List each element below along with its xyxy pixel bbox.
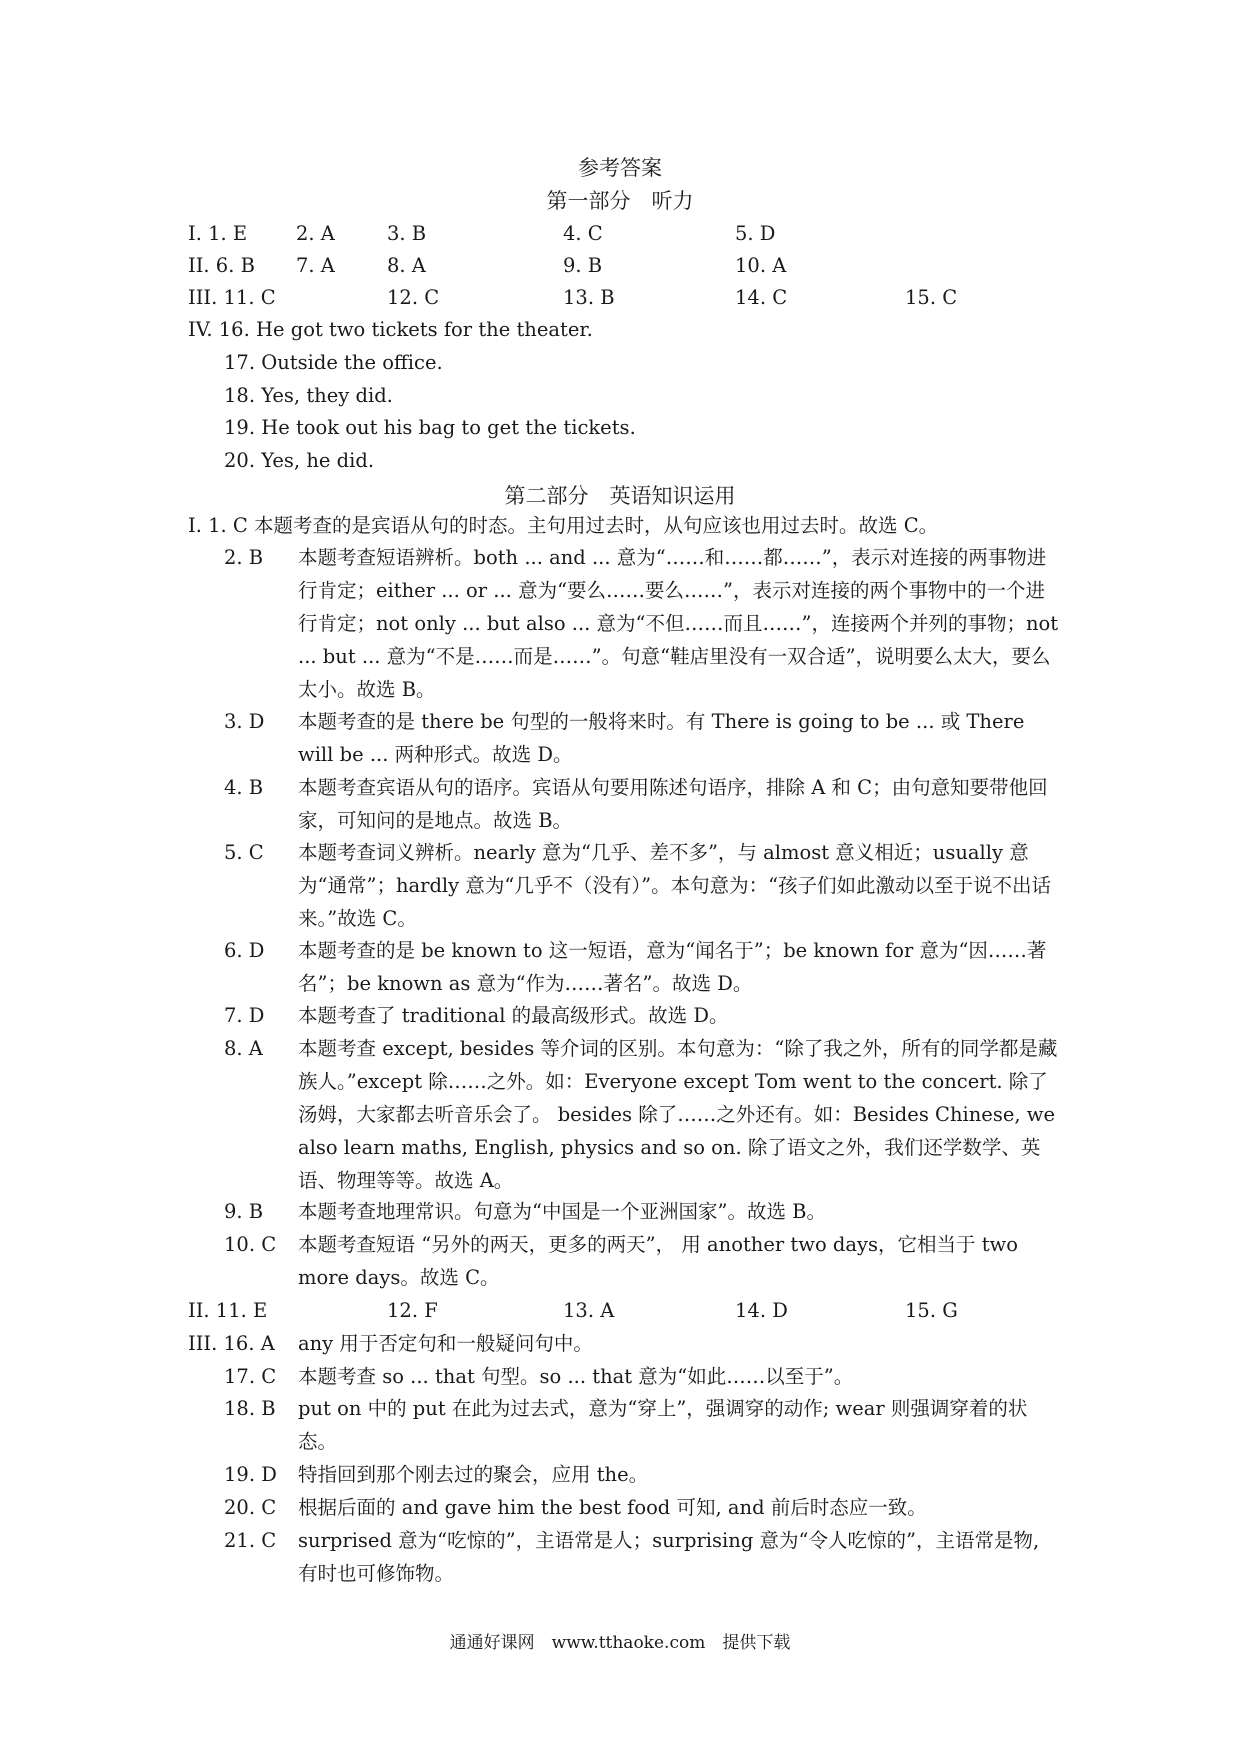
item-number: 10. C <box>224 1233 277 1256</box>
answer-cell: 12. F <box>387 1299 438 1322</box>
answer-line: 20. Yes, he did. <box>224 449 375 472</box>
answer-cell: 2. A <box>296 222 335 245</box>
answer-cell: 13. B <box>563 286 615 309</box>
item-explanation: 特指回到那个刚去过的聚会，应用 the。 <box>298 1463 649 1486</box>
answer-cell: II. 6. B <box>188 254 255 277</box>
item-explanation: 本题考查了 traditional 的最高级形式。故选 D。 <box>298 1004 729 1027</box>
page-title: 参考答案 <box>578 156 662 180</box>
answer-line: 17. Outside the office. <box>224 351 443 374</box>
item-number: 3. D <box>224 710 265 733</box>
item-number: 8. A <box>224 1037 263 1060</box>
item-explanation: 本题考查宾语从句的语序。宾语从句要用陈述句语序，排除 A 和 C；由句意知要带他回家，可知问的是地点。故选 B。 <box>298 776 1048 832</box>
answer-line: 18. Yes, they did. <box>224 384 393 407</box>
answer-cell: 4. C <box>563 222 603 245</box>
item-explanation: 本题考查 so ... that 句型。so ... that 意为“如此……以至于”。 <box>298 1365 854 1388</box>
item-number: III. 16. A <box>188 1332 275 1355</box>
item-explanation: 本题考查短语辨析。both ... and ... 意为“……和……都……”，表示对连接的两事物进行肯定；either ... or ... 意为“要么……要么……”，表示对连接的两个事物中的一个进行肯定；not only ... but also ... 意为“不但……而且……”，连接两个并列的事物；not ... but ... 意为“不是……而是……”。句意“鞋店里没有一双合适”，说明要么太大，要么太小。故选 B。 <box>298 546 1059 701</box>
answer-cell: 14. D <box>735 1299 788 1322</box>
answer-cell: I. 1. E <box>188 222 248 245</box>
answer-cell: III. 11. C <box>188 286 276 309</box>
item-explanation: 本题考查地理常识。句意为“中国是一个亚洲国家”。故选 B。 <box>298 1200 826 1223</box>
item-number: 18. B <box>224 1397 276 1420</box>
answer-cell: 13. A <box>563 1299 615 1322</box>
item-explanation: 本题考查的是 be known to 这一短语，意为“闻名于”；be known for 意为“因……著名”；be known as 意为“作为……著名”。故选 D。 <box>298 939 1047 995</box>
item-explanation: surprised 意为“吃惊的”，主语常是人；surprising 意为“令人吃惊的”，主语常是物, 有时也可修饰物。 <box>298 1529 1040 1585</box>
answer-cell: 3. B <box>387 222 427 245</box>
item-explanation: 本题考查的是 there be 句型的一般将来时。有 There is going to be ... 或 There will be ... 两种形式。故选 D。 <box>298 710 1025 766</box>
answer-cell: 15. G <box>905 1299 958 1322</box>
item-number: 9. B <box>224 1200 264 1223</box>
answer-cell: 14. C <box>735 286 788 309</box>
item-number: 19. D <box>224 1463 277 1486</box>
answer-cell: 7. A <box>296 254 335 277</box>
item-explanation: 根据后面的 and gave him the best food 可知, and 前后时态应一致。 <box>298 1496 927 1519</box>
answer-cell: 12. C <box>387 286 440 309</box>
item-number: 6. D <box>224 939 265 962</box>
item-number: 5. C <box>224 841 264 864</box>
item-number: 20. C <box>224 1496 277 1519</box>
part2-title: 第二部分 英语知识运用 <box>504 484 736 508</box>
item-explanation: any 用于否定句和一般疑问句中。 <box>298 1332 593 1355</box>
item-number: 2. B <box>224 546 264 569</box>
item-explanation: 本题考查 except, besides 等介词的区别。本句意为：“除了我之外，所有的同学都是藏族人。”except 除……之外。如：Everyone except Tom went to the concert. 除了汤姆，大家都去听音乐会了。 besides 除了……之外还有。如：Besides Chinese, we also learn maths, English, physics and so on. 除了语文之外，我们还学数学、英语、物理等等。故选 A。 <box>298 1037 1058 1192</box>
item-explanation: 本题考查短语 “另外的两天，更多的两天”， 用 another two days，它相当于 two more days。故选 C。 <box>298 1233 1018 1289</box>
answer-cell: II. 11. E <box>188 1299 268 1322</box>
answer-cell: 15. C <box>905 286 958 309</box>
item-explanation: put on 中的 put 在此为过去式，意为“穿上”，强调穿的动作; wear 则强调穿着的状态。 <box>298 1397 1028 1453</box>
item-number: 4. B <box>224 776 264 799</box>
item-number: 21. C <box>224 1529 277 1552</box>
answer-cell: 10. A <box>735 254 787 277</box>
answer-line: I. 1. C 本题考查的是宾语从句的时态。主句用过去时，从句应该也用过去时。故选 C。 <box>188 514 939 537</box>
item-explanation: 本题考查词义辨析。nearly 意为“几乎、差不多”，与 almost 意义相近；usually 意为“通常”；hardly 意为“几乎不（没有）”。本句意为：“孩子们如此激动以至于说不出话来。”故选 C。 <box>298 841 1052 930</box>
answer-cell: 9. B <box>563 254 603 277</box>
item-number: 7. D <box>224 1004 265 1027</box>
part1-title: 第一部分 听力 <box>546 189 694 213</box>
item-number: 17. C <box>224 1365 277 1388</box>
answer-line: IV. 16. He got two tickets for the theater. <box>188 318 593 341</box>
answer-cell: 5. D <box>735 222 776 245</box>
answer-cell: 8. A <box>387 254 426 277</box>
page-footer: 通通好课网 www.tthaoke.com 提供下载 <box>449 1633 791 1653</box>
answer-line: 19. He took out his bag to get the tickets. <box>224 416 636 439</box>
